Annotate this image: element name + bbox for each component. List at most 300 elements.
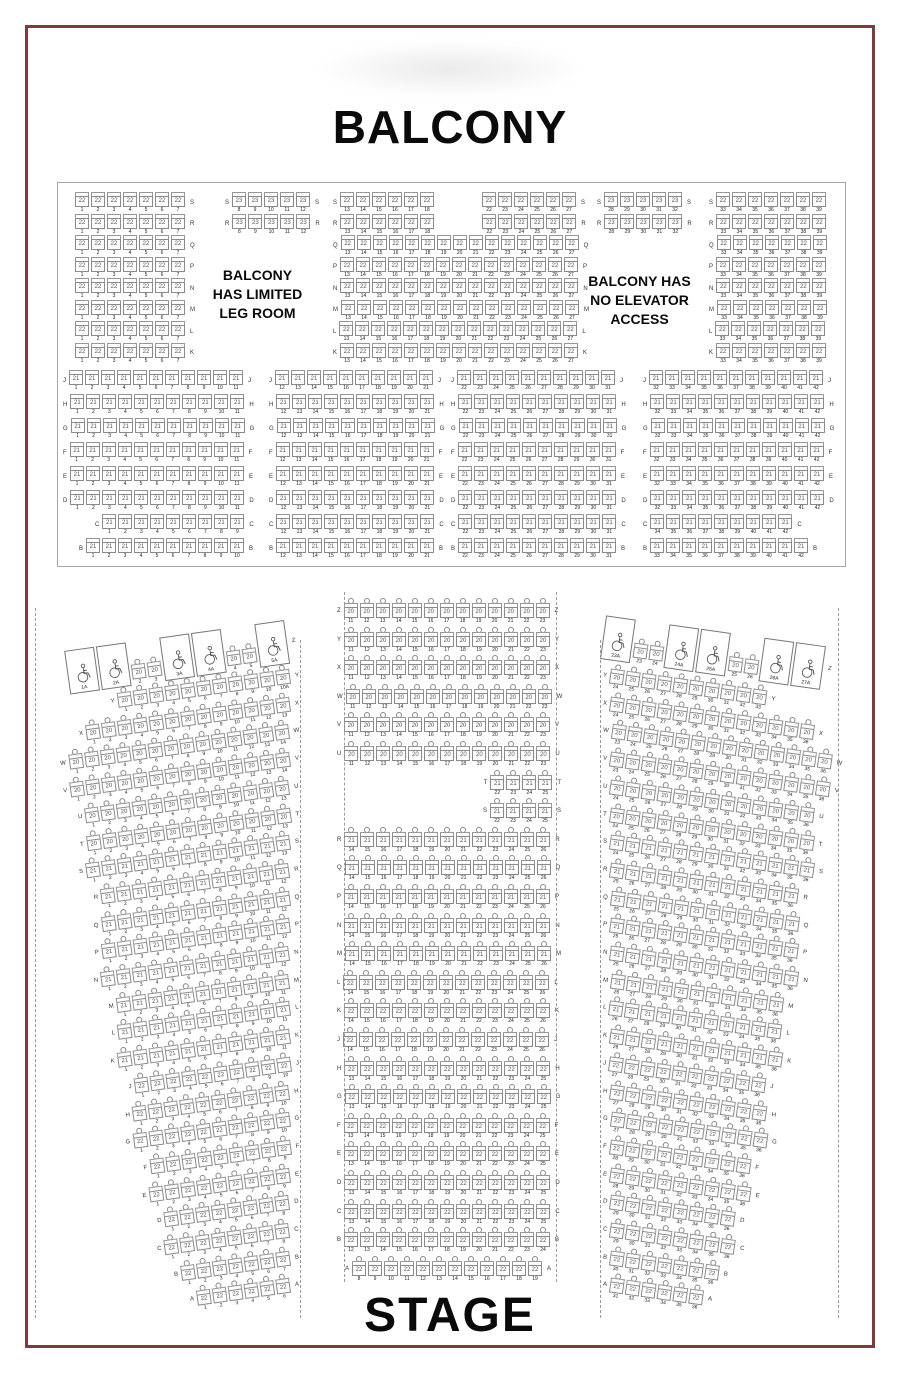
seat[interactable] xyxy=(210,978,227,1006)
seat[interactable] xyxy=(211,784,228,812)
seat[interactable] xyxy=(118,394,132,415)
seat[interactable] xyxy=(436,257,450,278)
seat[interactable] xyxy=(376,655,390,681)
seat[interactable] xyxy=(274,830,291,858)
seat[interactable] xyxy=(458,538,472,559)
seat[interactable] xyxy=(570,490,584,511)
seat[interactable] xyxy=(117,1018,134,1046)
seat[interactable] xyxy=(473,855,487,881)
seat[interactable] xyxy=(340,394,354,415)
seat[interactable] xyxy=(516,343,530,364)
seat[interactable] xyxy=(230,538,244,559)
seat[interactable] xyxy=(276,490,290,511)
seat[interactable] xyxy=(376,913,390,939)
seat[interactable] xyxy=(488,1113,502,1139)
seat[interactable] xyxy=(388,257,402,278)
seat[interactable] xyxy=(388,394,402,415)
seat[interactable] xyxy=(408,1141,422,1167)
seat[interactable] xyxy=(340,192,354,213)
seat[interactable] xyxy=(781,235,795,256)
seat[interactable] xyxy=(778,538,792,559)
seat[interactable] xyxy=(473,370,487,391)
seat[interactable] xyxy=(308,538,322,559)
seat[interactable] xyxy=(506,538,520,559)
seat[interactable] xyxy=(230,394,244,415)
seat[interactable] xyxy=(423,970,437,996)
seat[interactable] xyxy=(505,855,519,881)
seat[interactable] xyxy=(344,1056,358,1082)
seat[interactable] xyxy=(324,490,338,511)
seat[interactable] xyxy=(500,278,514,299)
seat[interactable] xyxy=(163,901,180,929)
seat[interactable] xyxy=(198,538,212,559)
seat[interactable] xyxy=(538,684,552,710)
seat[interactable] xyxy=(164,1012,181,1040)
seat[interactable] xyxy=(243,834,260,862)
seat[interactable] xyxy=(198,514,212,535)
seat[interactable] xyxy=(134,466,148,487)
seat[interactable] xyxy=(716,192,730,213)
seat[interactable] xyxy=(420,514,434,535)
seat[interactable] xyxy=(355,370,369,391)
seat[interactable] xyxy=(650,514,664,535)
seat[interactable] xyxy=(214,538,228,559)
seat[interactable] xyxy=(357,235,371,256)
seat[interactable] xyxy=(505,1084,519,1110)
seat[interactable] xyxy=(420,394,434,415)
seat[interactable] xyxy=(472,1113,486,1139)
seat[interactable] xyxy=(91,321,105,342)
seat[interactable] xyxy=(214,466,228,487)
seat[interactable] xyxy=(292,442,306,463)
seat[interactable] xyxy=(387,321,401,342)
seat[interactable] xyxy=(440,598,454,624)
seat[interactable] xyxy=(232,192,246,213)
seat[interactable] xyxy=(682,466,696,487)
seat[interactable] xyxy=(115,991,132,1019)
seat[interactable] xyxy=(259,749,276,777)
seat[interactable] xyxy=(408,913,422,939)
seat[interactable] xyxy=(666,442,680,463)
seat[interactable] xyxy=(344,741,358,767)
seat[interactable] xyxy=(146,656,163,684)
seat[interactable] xyxy=(359,970,373,996)
seat[interactable] xyxy=(388,278,402,299)
seat[interactable] xyxy=(404,394,418,415)
seat[interactable] xyxy=(134,442,148,463)
seat[interactable] xyxy=(472,1199,486,1225)
seat[interactable] xyxy=(407,1027,421,1053)
seat[interactable] xyxy=(793,370,807,391)
seat[interactable] xyxy=(388,442,402,463)
seat[interactable] xyxy=(389,235,403,256)
seat[interactable] xyxy=(763,418,777,439)
seat[interactable] xyxy=(667,418,681,439)
seat[interactable] xyxy=(227,754,244,782)
seat[interactable] xyxy=(490,798,504,824)
seat[interactable] xyxy=(468,257,482,278)
seat[interactable] xyxy=(778,466,792,487)
seat[interactable] xyxy=(115,908,132,936)
seat[interactable] xyxy=(764,278,778,299)
seat[interactable] xyxy=(504,598,518,624)
seat[interactable] xyxy=(484,343,498,364)
seat[interactable] xyxy=(259,832,276,860)
seat[interactable] xyxy=(225,726,242,754)
seat[interactable] xyxy=(151,418,165,439)
seat[interactable] xyxy=(420,538,434,559)
seat[interactable] xyxy=(91,214,105,235)
seat[interactable] xyxy=(84,857,101,885)
seat[interactable] xyxy=(420,490,434,511)
seat[interactable] xyxy=(164,707,181,735)
seat[interactable] xyxy=(155,278,169,299)
seat[interactable] xyxy=(500,343,514,364)
seat[interactable] xyxy=(258,777,275,805)
seat[interactable] xyxy=(372,214,386,235)
seat[interactable] xyxy=(71,418,85,439)
seat[interactable] xyxy=(514,192,528,213)
seat[interactable] xyxy=(458,684,472,710)
seat[interactable] xyxy=(456,712,470,738)
seat[interactable] xyxy=(107,278,121,299)
seat[interactable] xyxy=(150,442,164,463)
seat[interactable] xyxy=(132,795,149,823)
seat[interactable] xyxy=(531,321,545,342)
seat[interactable] xyxy=(440,1227,454,1253)
seat[interactable] xyxy=(155,235,169,256)
seat[interactable] xyxy=(471,970,485,996)
seat[interactable] xyxy=(292,466,306,487)
seat[interactable] xyxy=(440,1199,454,1225)
seat[interactable] xyxy=(520,1227,534,1253)
seat[interactable] xyxy=(118,466,132,487)
seat[interactable] xyxy=(227,781,244,809)
seat[interactable] xyxy=(87,418,101,439)
seat[interactable] xyxy=(456,1113,470,1139)
seat[interactable] xyxy=(345,855,359,881)
seat[interactable] xyxy=(276,442,290,463)
seat[interactable] xyxy=(257,722,274,750)
seat[interactable] xyxy=(504,1141,518,1167)
seat[interactable] xyxy=(393,1084,407,1110)
seat[interactable] xyxy=(211,867,228,895)
seat[interactable] xyxy=(230,466,244,487)
seat[interactable] xyxy=(746,490,760,511)
seat[interactable] xyxy=(424,655,438,681)
seat[interactable] xyxy=(488,1227,502,1253)
seat[interactable] xyxy=(179,843,196,871)
seat[interactable] xyxy=(498,214,512,235)
seat[interactable] xyxy=(748,343,762,364)
seat[interactable] xyxy=(360,712,374,738)
seat[interactable] xyxy=(388,192,402,213)
seat[interactable] xyxy=(472,827,486,853)
seat[interactable] xyxy=(392,627,406,653)
seat[interactable] xyxy=(344,998,358,1024)
seat[interactable] xyxy=(99,910,116,938)
seat[interactable] xyxy=(343,970,357,996)
seat[interactable] xyxy=(139,278,153,299)
seat[interactable] xyxy=(91,235,105,256)
seat[interactable] xyxy=(555,418,569,439)
seat[interactable] xyxy=(132,1016,149,1044)
seat[interactable] xyxy=(226,975,243,1003)
seat[interactable] xyxy=(345,1084,359,1110)
seat[interactable] xyxy=(101,370,115,391)
seat[interactable] xyxy=(179,1037,196,1065)
seat[interactable] xyxy=(485,235,499,256)
seat[interactable] xyxy=(259,694,276,722)
seat[interactable] xyxy=(517,300,531,321)
seat[interactable] xyxy=(84,774,101,802)
seat[interactable] xyxy=(123,214,137,235)
seat[interactable] xyxy=(522,442,536,463)
seat[interactable] xyxy=(131,989,148,1017)
seat[interactable] xyxy=(488,627,502,653)
seat[interactable] xyxy=(164,846,181,874)
seat[interactable] xyxy=(408,741,422,767)
seat[interactable] xyxy=(116,852,133,880)
seat[interactable] xyxy=(554,466,568,487)
seat[interactable] xyxy=(522,798,536,824)
seat[interactable] xyxy=(259,1026,276,1054)
wheelchair-seat[interactable] xyxy=(191,629,227,677)
seat[interactable] xyxy=(194,980,211,1008)
seat[interactable] xyxy=(408,655,422,681)
seat[interactable] xyxy=(548,278,562,299)
seat[interactable] xyxy=(421,418,435,439)
seat[interactable] xyxy=(547,321,561,342)
seat[interactable] xyxy=(274,664,291,692)
seat[interactable] xyxy=(70,466,84,487)
seat[interactable] xyxy=(520,884,534,910)
seat[interactable] xyxy=(86,490,100,511)
seat[interactable] xyxy=(453,235,467,256)
seat[interactable] xyxy=(360,627,374,653)
seat[interactable] xyxy=(488,1199,502,1225)
seat[interactable] xyxy=(75,321,89,342)
seat[interactable] xyxy=(171,343,185,364)
seat[interactable] xyxy=(296,214,310,235)
seat[interactable] xyxy=(520,655,534,681)
seat[interactable] xyxy=(372,490,386,511)
seat[interactable] xyxy=(456,598,470,624)
seat[interactable] xyxy=(763,321,777,342)
seat[interactable] xyxy=(698,442,712,463)
seat[interactable] xyxy=(274,691,291,719)
seat[interactable] xyxy=(564,278,578,299)
seat[interactable] xyxy=(107,257,121,278)
seat[interactable] xyxy=(456,627,470,653)
seat[interactable] xyxy=(488,998,502,1024)
seat[interactable] xyxy=(457,941,471,967)
seat[interactable] xyxy=(372,538,386,559)
seat[interactable] xyxy=(469,300,483,321)
seat[interactable] xyxy=(75,343,89,364)
seat[interactable] xyxy=(346,684,360,710)
seat[interactable] xyxy=(242,973,259,1001)
seat[interactable] xyxy=(150,490,164,511)
seat[interactable] xyxy=(376,1227,390,1253)
seat[interactable] xyxy=(356,466,370,487)
seat[interactable] xyxy=(116,825,133,853)
seat[interactable] xyxy=(242,890,259,918)
seat[interactable] xyxy=(123,343,137,364)
seat[interactable] xyxy=(378,684,392,710)
seat[interactable] xyxy=(409,941,423,967)
seat[interactable] xyxy=(474,394,488,415)
seat[interactable] xyxy=(391,1027,405,1053)
seat[interactable] xyxy=(212,1060,229,1088)
seat[interactable] xyxy=(163,790,180,818)
seat[interactable] xyxy=(405,300,419,321)
seat[interactable] xyxy=(464,1256,478,1282)
seat[interactable] xyxy=(116,963,133,991)
seat[interactable] xyxy=(485,300,499,321)
seat[interactable] xyxy=(392,827,406,853)
seat[interactable] xyxy=(489,941,503,967)
seat[interactable] xyxy=(458,442,472,463)
seat[interactable] xyxy=(474,466,488,487)
seat[interactable] xyxy=(420,278,434,299)
seat[interactable] xyxy=(148,848,165,876)
seat[interactable] xyxy=(533,235,547,256)
seat[interactable] xyxy=(83,746,100,774)
seat[interactable] xyxy=(116,769,133,797)
seat[interactable] xyxy=(506,770,520,796)
seat[interactable] xyxy=(360,913,374,939)
seat[interactable] xyxy=(361,855,375,881)
seat[interactable] xyxy=(517,235,531,256)
seat[interactable] xyxy=(355,321,369,342)
seat[interactable] xyxy=(116,797,133,825)
seat[interactable] xyxy=(504,1056,518,1082)
seat[interactable] xyxy=(490,514,504,535)
seat[interactable] xyxy=(586,466,600,487)
seat[interactable] xyxy=(179,705,196,733)
seat[interactable] xyxy=(796,214,810,235)
seat[interactable] xyxy=(746,538,760,559)
seat[interactable] xyxy=(419,321,433,342)
seat[interactable] xyxy=(230,514,244,535)
seat[interactable] xyxy=(421,300,435,321)
seat[interactable] xyxy=(231,418,245,439)
seat[interactable] xyxy=(340,214,354,235)
seat[interactable] xyxy=(698,394,712,415)
seat[interactable] xyxy=(357,418,371,439)
seat[interactable] xyxy=(440,998,454,1024)
seat[interactable] xyxy=(100,771,117,799)
seat[interactable] xyxy=(731,418,745,439)
seat[interactable] xyxy=(276,538,290,559)
seat[interactable] xyxy=(425,1084,439,1110)
seat[interactable] xyxy=(520,712,534,738)
seat[interactable] xyxy=(565,235,579,256)
seat[interactable] xyxy=(195,869,212,897)
seat[interactable] xyxy=(171,278,185,299)
seat[interactable] xyxy=(388,538,402,559)
seat[interactable] xyxy=(420,343,434,364)
seat[interactable] xyxy=(162,735,179,763)
seat[interactable] xyxy=(404,214,418,235)
seat[interactable] xyxy=(458,466,472,487)
seat[interactable] xyxy=(586,490,600,511)
seat[interactable] xyxy=(230,442,244,463)
seat[interactable] xyxy=(171,235,185,256)
seat[interactable] xyxy=(178,982,195,1010)
seat[interactable] xyxy=(356,278,370,299)
seat[interactable] xyxy=(473,941,487,967)
seat[interactable] xyxy=(371,370,385,391)
seat[interactable] xyxy=(211,1033,228,1061)
seat[interactable] xyxy=(360,655,374,681)
seat[interactable] xyxy=(506,490,520,511)
seat[interactable] xyxy=(343,1027,357,1053)
seat[interactable] xyxy=(166,538,180,559)
seat[interactable] xyxy=(432,1256,446,1282)
seat[interactable] xyxy=(408,1227,422,1253)
seat[interactable] xyxy=(123,235,137,256)
seat[interactable] xyxy=(75,192,89,213)
seat[interactable] xyxy=(180,1009,197,1037)
seat[interactable] xyxy=(522,538,536,559)
seat[interactable] xyxy=(166,514,180,535)
seat[interactable] xyxy=(213,370,227,391)
seat[interactable] xyxy=(373,300,387,321)
seat[interactable] xyxy=(85,829,102,857)
seat[interactable] xyxy=(179,871,196,899)
seat[interactable] xyxy=(506,394,520,415)
seat[interactable] xyxy=(424,913,438,939)
seat[interactable] xyxy=(536,1199,550,1225)
seat[interactable] xyxy=(195,703,212,731)
seat[interactable] xyxy=(388,214,402,235)
seat[interactable] xyxy=(730,514,744,535)
seat[interactable] xyxy=(452,343,466,364)
seat[interactable] xyxy=(650,538,664,559)
seat[interactable] xyxy=(376,627,390,653)
seat[interactable] xyxy=(714,442,728,463)
seat[interactable] xyxy=(520,998,534,1024)
seat[interactable] xyxy=(440,1141,454,1167)
seat[interactable] xyxy=(570,538,584,559)
seat[interactable] xyxy=(409,1084,423,1110)
seat[interactable] xyxy=(211,922,228,950)
seat[interactable] xyxy=(535,970,549,996)
seat[interactable] xyxy=(296,192,310,213)
seat[interactable] xyxy=(548,257,562,278)
seat[interactable] xyxy=(747,418,761,439)
seat[interactable] xyxy=(456,1141,470,1167)
seat[interactable] xyxy=(794,490,808,511)
seat[interactable] xyxy=(456,1227,470,1253)
seat[interactable] xyxy=(325,418,339,439)
seat[interactable] xyxy=(340,490,354,511)
seat[interactable] xyxy=(504,712,518,738)
seat[interactable] xyxy=(504,998,518,1024)
seat[interactable] xyxy=(356,257,370,278)
seat[interactable] xyxy=(522,394,536,415)
seat[interactable] xyxy=(717,235,731,256)
seat[interactable] xyxy=(424,627,438,653)
seat[interactable] xyxy=(441,1084,455,1110)
seat[interactable] xyxy=(241,642,258,670)
seat[interactable] xyxy=(377,855,391,881)
seat[interactable] xyxy=(488,741,502,767)
seat[interactable] xyxy=(360,741,374,767)
seat[interactable] xyxy=(437,235,451,256)
